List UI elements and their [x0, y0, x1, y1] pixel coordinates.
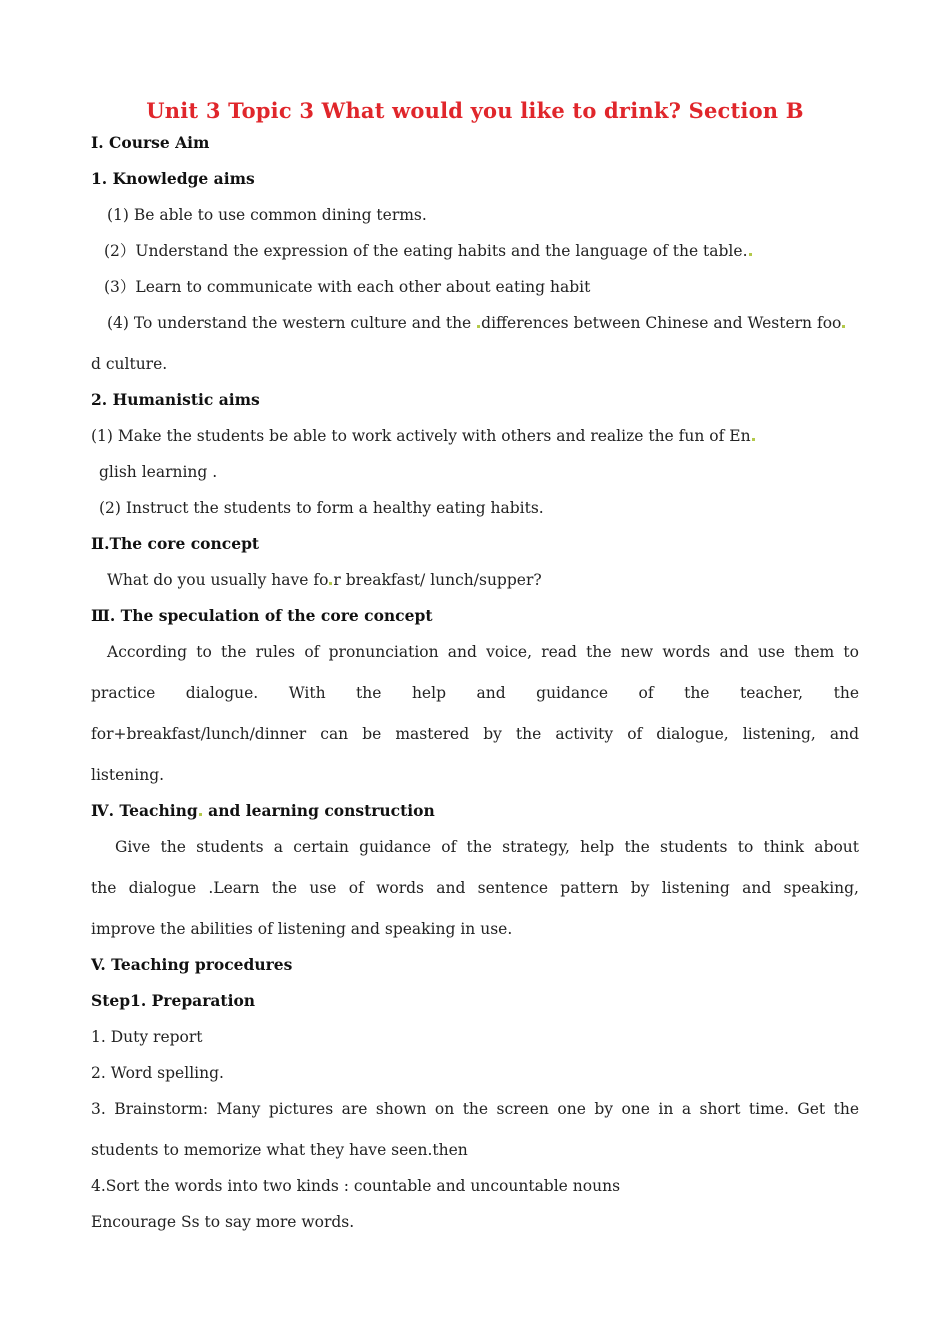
humanistic-aim-1: (1) Make the students be able to work actively with others and realize the fun of En — [91, 426, 756, 446]
procedure-1: 1. Duty report — [91, 1028, 203, 1046]
edit-mark — [842, 325, 845, 328]
procedure-4: 4.Sort the words into two kinds : countable and uncountable nouns — [91, 1177, 621, 1195]
teaching-line-3: improve the abilities of listening and speaking in use. — [91, 920, 513, 938]
humanistic-aim-2: (2) Instruct the students to form a healthy eating habits. — [99, 499, 544, 517]
edit-mark — [749, 253, 752, 256]
speculation-line-1: According to the rules of pronunciation and voice, read the new words and use them to — [107, 643, 859, 661]
knowledge-aim-2: (2）Understand the expression of the eating habits and the language of the table. — [104, 241, 753, 261]
knowledge-aim-3: (3）Learn to communicate with each other about eating habit — [104, 278, 591, 296]
heading-humanistic-aims: 2. Humanistic aims — [91, 390, 260, 409]
edit-mark — [199, 813, 202, 816]
heading-course-aim: I. Course Aim — [91, 133, 210, 152]
knowledge-aim-4-cont: d culture. — [91, 355, 168, 373]
procedure-3: 3. Brainstorm: Many pictures are shown on the screen one by one in a short time. Get the — [91, 1100, 859, 1118]
knowledge-aim-1: (1) Be able to use common dining terms. — [107, 206, 427, 224]
edit-mark — [477, 325, 480, 328]
procedure-5: Encourage Ss to say more words. — [91, 1213, 355, 1231]
heading-core-concept: Ⅱ.The core concept — [91, 534, 260, 553]
speculation-line-4: listening. — [91, 766, 165, 784]
teaching-line-2: the dialogue .Learn the use of words and sentence pattern by listening and speaking, — [91, 879, 859, 897]
knowledge-aim-4: (4) To understand the western culture and the differences between Chinese and Western foo — [107, 313, 846, 333]
heading-knowledge-aims: 1. Knowledge aims — [91, 169, 255, 188]
procedure-3-cont: students to memorize what they have seen.then — [91, 1141, 468, 1159]
heading-teaching-construction: Ⅳ. Teaching and learning construction — [91, 801, 435, 820]
heading-speculation: Ⅲ. The speculation of the core concept — [91, 606, 433, 625]
core-concept-text: What do you usually have fo r breakfast/ lunch/supper? — [107, 571, 542, 589]
humanistic-aim-1-cont: glish learning . — [99, 463, 218, 481]
procedure-2: 2. Word spelling. — [91, 1064, 224, 1082]
document-title: Unit 3 Topic 3 What would you like to drink? Section B — [146, 98, 804, 123]
heading-procedures: V. Teaching procedures — [91, 955, 293, 974]
teaching-line-1: Give the students a certain guidance of the strategy, help the students to think about — [115, 838, 859, 856]
heading-step1: Step1. Preparation — [91, 991, 256, 1010]
edit-mark — [329, 582, 332, 585]
speculation-line-3: for+breakfast/lunch/dinner can be mastered by the activity of dialogue, listening, and — [91, 725, 859, 743]
speculation-line-2: practice dialogue. With the help and guidance of the teacher, the — [91, 684, 859, 702]
edit-mark — [752, 438, 755, 441]
